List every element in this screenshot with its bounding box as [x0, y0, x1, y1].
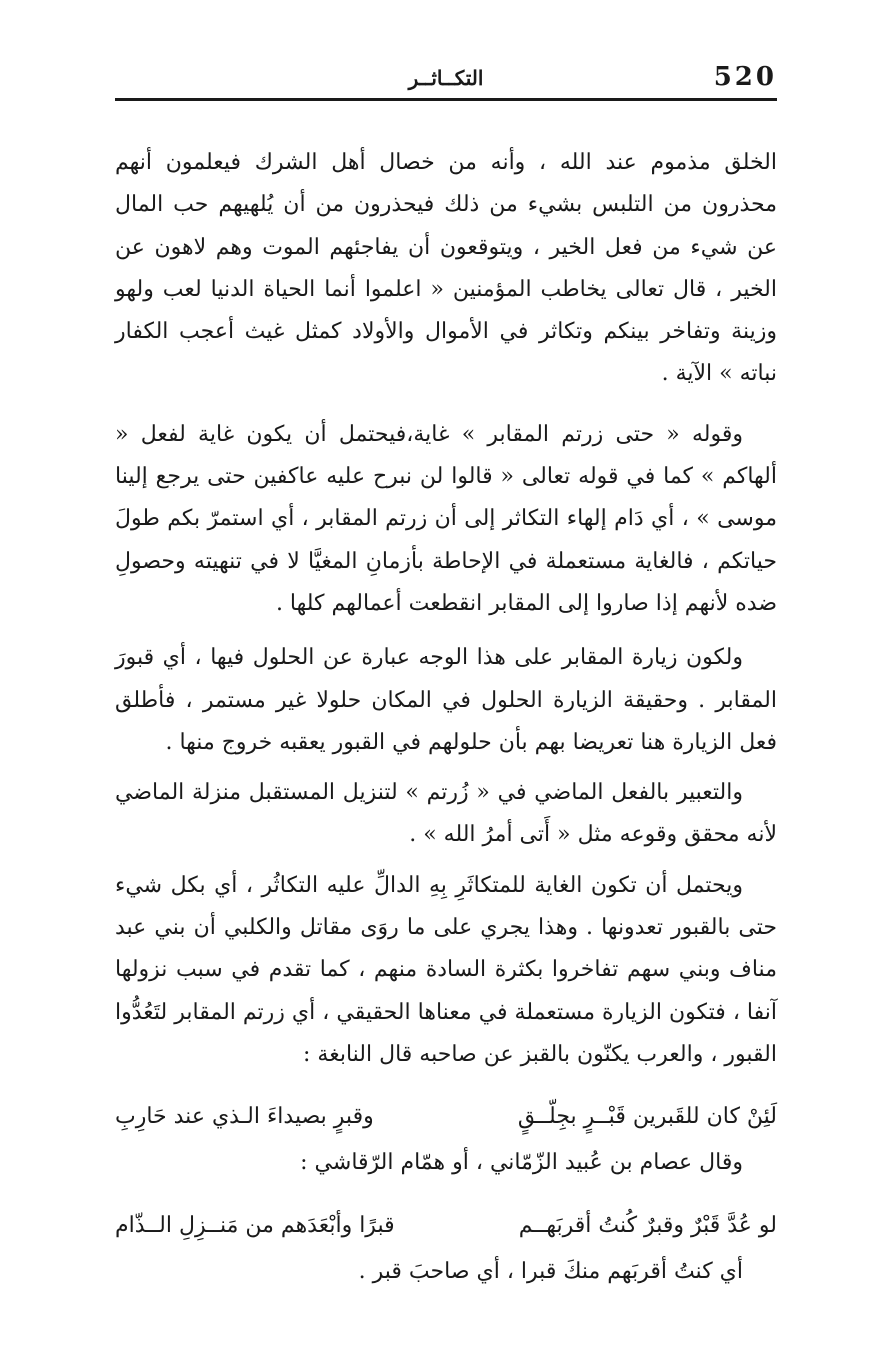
- running-title: التكــاثــر: [408, 66, 484, 90]
- poetry-verse: [115, 1201, 777, 1251]
- paragraph: أي كنتُ أقربَهم منكَ قبرا ، أي صاحبَ قبر .: [358, 1258, 743, 1284]
- paragraph: الخلق مذموم عند الله ، وأنه من خصال أهل الشرك فيعلمون أنهم محذرون من التلبس بشيء من ذلك فيحذرون من أن يُلهيهم حب المال عن شيء من فعل الخير ، ويتوقعون أن يفاجئهم الموت وهم لاهون عن الخير ، قال تعالى يخاطب المؤمنين « اعلموا أنما الحياة الدنيا لعب ولهو وزينة وتفاخر بينكم وتكاثر في الأموال والأولاد كمثل غيث أعجب الكفار نباته » الآية .: [115, 150, 777, 387]
- paragraph: ويحتمل أن تكون الغاية للمتكاثَرِ بِهِ الدالِّ عليه التكاثُر ، أي بكل شيء حتى بالقبور تعدونها . وهذا يجري على ما روَى مقاتل والكلبي أن بني عبد مناف وبني سهم تفاخروا بكثرة السادة منهم ، كما تقدم في سبب نزولها آنفا ، فتكون الزيارة مستعملة في معناها الحقيقي ، أي زرتم المقابر لتَعُدُّوا القبور ، والعرب يكنّون بالقبز عن صاحبه قال النابغة :: [115, 872, 777, 1067]
- paragraph: ولكون زيارة المقابر على هذا الوجه عبارة عن الحلول فيها ، أي قبورَ المقابر . وحقيقة الزيارة الحلول في المكان حلولا غير مستمر ، فأطلق فعل الزيارة هنا تعريضا بهم بأن حلولهم في القبور يعقبه خروج منها .: [115, 645, 777, 755]
- verse-second-hemistich: وقبرٍ بصيداءَ الـذي عند حَارِبِ: [115, 1104, 374, 1130]
- verse-first-hemistich: لو عُدَّ قَبْرٌ وقبرٌ كُنتُ أقربَهــم: [518, 1212, 777, 1238]
- paragraph: وقوله « حتى زرتم المقابر » غاية،فيحتمل أن يكون غاية لفعل « ألهاكم » كما في قوله تعالى « قالوا لن نبرح عليه عاكفين حتى يرجع إلينا موسى » ، أي دَام إلهاء التكاثر إلى أن زرتم المقابر ، أي استمرّ بكم طولَ حياتكم ، فالغاية مستعملة في الإحاطة بأزمانِ المغيَّا لا في تنهيته وحصولِ ضده لأنهم إذا صاروا إلى المقابر انقطعت أعمالهم كلها .: [115, 421, 777, 616]
- page-header: [115, 56, 777, 101]
- page-body: [115, 142, 777, 1293]
- verse-first-hemistich: لَئِنْ كان للقَبرين قَبْــرٍ بجِلّــقٍ: [517, 1104, 777, 1130]
- verse-second-hemistich: قبرًا وأبْعَدَهم من مَنــزِلِ الــذّام: [115, 1212, 395, 1238]
- page-number: 520: [713, 62, 777, 92]
- paragraph: والتعبير بالفعل الماضي في « زُرتم » لتنزيل المستقبل منزلة الماضي لأنه محقق وقوعه مثل « أَتى أمرُ الله » .: [115, 780, 777, 848]
- poetry-verse: [115, 1092, 777, 1142]
- attribution-line: وقال عصام بن عُبيد الزّمّاني ، أو همّام الرّقاشي :: [300, 1150, 743, 1176]
